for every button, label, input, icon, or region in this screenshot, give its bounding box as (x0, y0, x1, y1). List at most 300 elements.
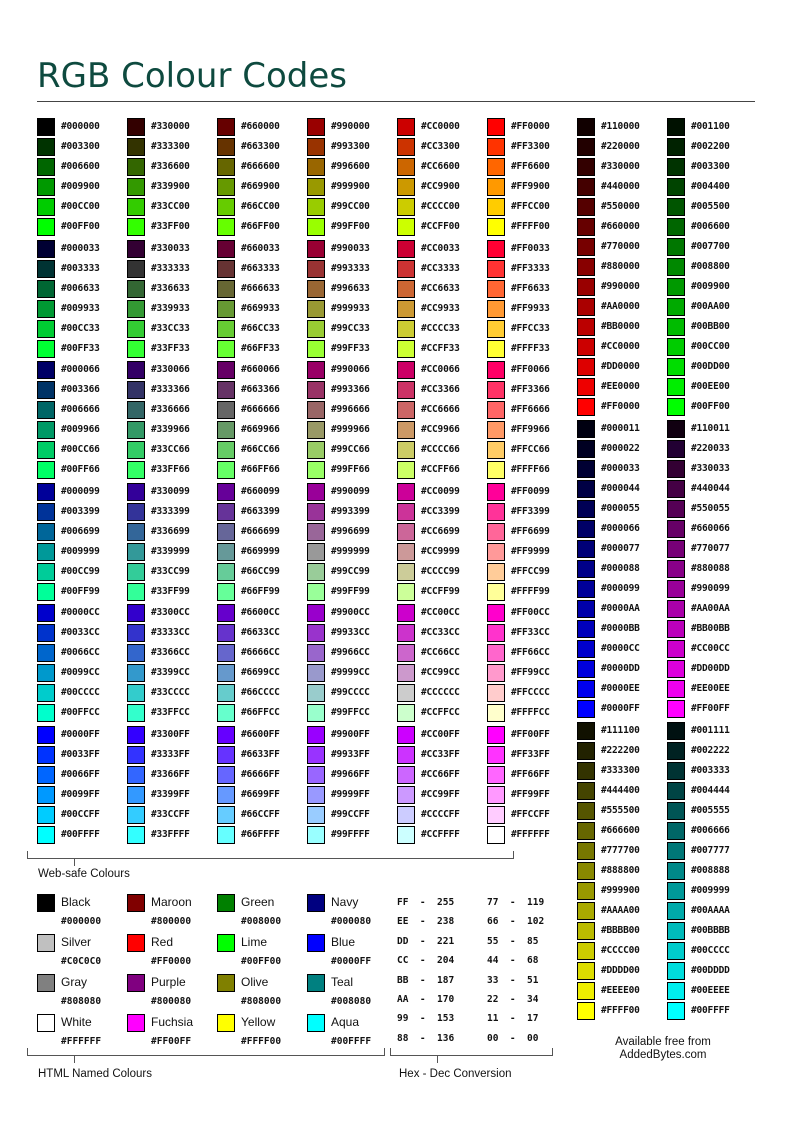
colour-code: #3300CC (151, 607, 190, 618)
colour-code: #006666 (691, 825, 730, 836)
colour-code: #CC0099 (421, 486, 460, 497)
colour-swatch (127, 644, 145, 662)
colour-swatch (667, 358, 685, 376)
colour-code: #FF0099 (511, 486, 550, 497)
colour-swatch (577, 640, 595, 658)
colour-swatch (667, 982, 685, 1000)
colour-code: #66CC66 (241, 444, 280, 455)
websafe-label: Web-safe Colours (38, 868, 130, 880)
colour-swatch (307, 704, 325, 722)
colour-code: #660066 (241, 364, 280, 375)
colour-code: #336699 (151, 526, 190, 537)
colour-swatch (127, 198, 145, 216)
colour-swatch (307, 766, 325, 784)
colour-code: #66FF66 (241, 464, 280, 475)
colour-swatch (37, 523, 55, 541)
colour-code: #CCCCCC (421, 687, 460, 698)
colour-swatch (397, 826, 415, 844)
colour-swatch (577, 660, 595, 678)
colour-swatch (127, 786, 145, 804)
colour-swatch (37, 118, 55, 136)
colour-swatch (307, 826, 325, 844)
colour-swatch (397, 218, 415, 236)
colour-code: #444400 (601, 785, 640, 796)
colour-code: #003300 (691, 161, 730, 172)
colour-code: #990099 (691, 583, 730, 594)
colour-code: #9999FF (331, 789, 370, 800)
colour-code: #550055 (691, 503, 730, 514)
colour-code: #333300 (601, 765, 640, 776)
colour-code: #007700 (691, 241, 730, 252)
colour-code: #993300 (331, 141, 370, 152)
colour-swatch (667, 742, 685, 760)
colour-code: #000033 (601, 463, 640, 474)
colour-code: #CC3399 (421, 506, 460, 517)
colour-code: #666666 (241, 404, 280, 415)
colour-code: #000044 (601, 483, 640, 494)
colour-code: #FF6699 (511, 526, 550, 537)
colour-code: #33CCCC (151, 687, 190, 698)
colour-swatch (217, 726, 235, 744)
colour-swatch (127, 624, 145, 642)
colour-code: #33FF33 (151, 343, 190, 354)
hexdec-bracket (390, 1048, 553, 1056)
colour-swatch (667, 762, 685, 780)
colour-code: #6699CC (241, 667, 280, 678)
colour-code: #663333 (241, 263, 280, 274)
colour-swatch (307, 340, 325, 358)
colour-code: #008080 (331, 996, 372, 1007)
colour-swatch (487, 563, 505, 581)
colour-swatch (37, 300, 55, 318)
colour-swatch (127, 503, 145, 521)
colour-code: #330000 (151, 121, 190, 132)
colour-swatch (487, 483, 505, 501)
colour-code: #330033 (691, 463, 730, 474)
colour-swatch (487, 340, 505, 358)
colour-code: #996666 (331, 404, 370, 415)
colour-code: #CCFF00 (421, 221, 460, 232)
colour-swatch (667, 440, 685, 458)
colour-code: #CC00CC (421, 607, 460, 618)
colour-code: #990033 (331, 243, 370, 254)
colour-swatch (217, 624, 235, 642)
colour-name: Red (151, 935, 174, 949)
hexdec-row: 11 - 17 (487, 1013, 539, 1025)
colour-swatch (397, 158, 415, 176)
colour-swatch (487, 543, 505, 561)
colour-code: #999933 (331, 303, 370, 314)
colour-swatch (127, 421, 145, 439)
colour-code: #00FFFF (691, 1005, 730, 1016)
colour-code: #336666 (151, 404, 190, 415)
colour-code: #990000 (601, 281, 640, 292)
colour-swatch (397, 523, 415, 541)
colour-swatch (127, 766, 145, 784)
colour-code: #000000 (61, 916, 102, 927)
colour-swatch (217, 503, 235, 521)
colour-code: #000011 (601, 423, 640, 434)
colour-code: #00FF33 (61, 343, 100, 354)
colour-swatch (397, 684, 415, 702)
colour-swatch (667, 238, 685, 256)
colour-swatch (307, 934, 325, 952)
hexdec-row: 22 - 34 (487, 994, 539, 1005)
hexdec-row: 66 - 102 (487, 916, 545, 928)
colour-swatch (37, 260, 55, 278)
colour-swatch (577, 600, 595, 618)
colour-code: #66FF99 (241, 586, 280, 597)
colour-code: #003333 (691, 765, 730, 776)
colour-swatch (397, 118, 415, 136)
credit-line-1: Available free from (615, 1036, 711, 1048)
colour-swatch (667, 338, 685, 356)
colour-code: #CC9900 (421, 181, 460, 192)
colour-swatch (217, 421, 235, 439)
colour-code: #111100 (601, 725, 640, 736)
colour-swatch (127, 1014, 145, 1032)
colour-swatch (127, 240, 145, 258)
colour-code: #000080 (331, 916, 372, 927)
colour-code: #001111 (691, 725, 730, 736)
colour-code: #999900 (601, 885, 640, 896)
colour-swatch (667, 680, 685, 698)
colour-code: #FFCC33 (511, 323, 550, 334)
colour-swatch (307, 280, 325, 298)
colour-swatch (397, 766, 415, 784)
colour-swatch (307, 401, 325, 419)
colour-swatch (127, 461, 145, 479)
colour-swatch (397, 260, 415, 278)
colour-swatch (37, 381, 55, 399)
colour-code: #000099 (601, 583, 640, 594)
colour-code: #222200 (601, 745, 640, 756)
colour-swatch (487, 523, 505, 541)
colour-swatch (667, 600, 685, 618)
colour-swatch (37, 441, 55, 459)
colour-code: #330099 (151, 486, 190, 497)
colour-swatch (307, 664, 325, 682)
colour-swatch (667, 722, 685, 740)
colour-code: #6666FF (241, 769, 280, 780)
colour-code: #00BBBB (691, 925, 730, 936)
colour-swatch (487, 461, 505, 479)
colour-swatch (127, 260, 145, 278)
colour-code: #3333FF (151, 749, 190, 760)
title-rule (37, 101, 755, 102)
colour-swatch (37, 218, 55, 236)
colour-swatch (217, 664, 235, 682)
colour-swatch (127, 684, 145, 702)
colour-swatch (307, 441, 325, 459)
colour-code: #666633 (241, 283, 280, 294)
colour-swatch (217, 806, 235, 824)
colour-code: #CC99FF (421, 789, 460, 800)
colour-swatch (577, 118, 595, 136)
colour-swatch (217, 543, 235, 561)
colour-code: #CC6666 (421, 404, 460, 415)
colour-swatch (37, 503, 55, 521)
colour-code: #6633CC (241, 627, 280, 638)
colour-swatch (37, 280, 55, 298)
colour-swatch (667, 922, 685, 940)
colour-swatch (307, 583, 325, 601)
colour-swatch (577, 742, 595, 760)
colour-swatch (487, 726, 505, 744)
colour-swatch (487, 381, 505, 399)
colour-code: #007777 (691, 845, 730, 856)
colour-swatch (667, 298, 685, 316)
colour-swatch (487, 644, 505, 662)
colour-swatch (217, 361, 235, 379)
colour-code: #669933 (241, 303, 280, 314)
colour-code: #339900 (151, 181, 190, 192)
colour-swatch (217, 280, 235, 298)
colour-swatch (667, 378, 685, 396)
colour-code: #99FFFF (331, 829, 370, 840)
colour-swatch (127, 483, 145, 501)
colour-swatch (217, 381, 235, 399)
colour-code: #BBBB00 (601, 925, 640, 936)
colour-code: #33CC00 (151, 201, 190, 212)
colour-swatch (37, 664, 55, 682)
colour-code: #330033 (151, 243, 190, 254)
colour-swatch (307, 158, 325, 176)
colour-swatch (307, 806, 325, 824)
colour-swatch (307, 503, 325, 521)
colour-code: #CC66CC (421, 647, 460, 658)
colour-swatch (397, 178, 415, 196)
colour-code: #00FFFF (61, 829, 100, 840)
colour-code: #0000BB (601, 623, 640, 634)
colour-code: #FFFFFF (61, 1036, 102, 1047)
colour-code: #003366 (61, 384, 100, 395)
colour-code: #006633 (61, 283, 100, 294)
colour-swatch (487, 178, 505, 196)
colour-code: #99FF99 (331, 586, 370, 597)
colour-swatch (577, 802, 595, 820)
colour-code: #336600 (151, 161, 190, 172)
colour-code: #009900 (691, 281, 730, 292)
colour-code: #001100 (691, 121, 730, 132)
colour-swatch (667, 862, 685, 880)
colour-code: #9966CC (331, 647, 370, 658)
colour-code: #006699 (61, 526, 100, 537)
colour-code: #FF00CC (511, 607, 550, 618)
colour-code: #00CC66 (61, 444, 100, 455)
colour-code: #FFFF00 (601, 1005, 640, 1016)
colour-code: #FF0000 (511, 121, 550, 132)
colour-code: #FF3366 (511, 384, 550, 395)
colour-code: #FFCC00 (511, 201, 550, 212)
colour-code: #000066 (601, 523, 640, 534)
colour-swatch (127, 381, 145, 399)
colour-swatch (217, 158, 235, 176)
colour-code: #33CC66 (151, 444, 190, 455)
colour-code: #FFFFFF (511, 829, 550, 840)
colour-code: #339933 (151, 303, 190, 314)
hexdec-row: 44 - 68 (487, 955, 539, 967)
colour-code: #008000 (241, 916, 282, 927)
colour-code: #008888 (691, 865, 730, 876)
colour-swatch (487, 441, 505, 459)
colour-swatch (577, 278, 595, 296)
colour-swatch (37, 894, 55, 912)
colour-swatch (577, 298, 595, 316)
colour-code: #CCFFFF (421, 829, 460, 840)
colour-swatch (577, 440, 595, 458)
hexdec-label: Hex - Dec Conversion (399, 1068, 512, 1080)
colour-code: #006600 (691, 221, 730, 232)
colour-code: #110000 (601, 121, 640, 132)
hexdec-row: 00 - 00 (487, 1032, 539, 1044)
colour-code: #000000 (61, 121, 100, 132)
hexdec-row: DD - 221 (397, 935, 455, 947)
colour-code: #C0C0C0 (61, 956, 102, 967)
colour-code: #0000FF (61, 729, 100, 740)
colour-swatch (37, 178, 55, 196)
colour-code: #6666CC (241, 647, 280, 658)
colour-swatch (577, 560, 595, 578)
colour-swatch (397, 624, 415, 642)
colour-code: #FFCCCC (511, 687, 550, 698)
colour-swatch (667, 178, 685, 196)
colour-swatch (37, 786, 55, 804)
named-label: HTML Named Colours (38, 1068, 152, 1080)
colour-swatch (307, 118, 325, 136)
colour-swatch (217, 483, 235, 501)
websafe-bracket-stem (74, 859, 75, 866)
colour-swatch (397, 664, 415, 682)
colour-swatch (127, 934, 145, 952)
colour-code: #660066 (691, 523, 730, 534)
colour-code: #777700 (601, 845, 640, 856)
colour-code: #CC00CC (691, 643, 730, 654)
colour-swatch (487, 300, 505, 318)
colour-code: #FF99CC (511, 667, 550, 678)
colour-swatch (127, 280, 145, 298)
colour-code: #99FF33 (331, 343, 370, 354)
colour-swatch (127, 604, 145, 622)
colour-code: #CC66FF (421, 769, 460, 780)
colour-swatch (667, 882, 685, 900)
colour-code: #FFFFCC (511, 707, 550, 718)
colour-swatch (667, 460, 685, 478)
colour-code: #00DD00 (691, 361, 730, 372)
colour-code: #CC9966 (421, 424, 460, 435)
colour-code: #669966 (241, 424, 280, 435)
colour-code: #440044 (691, 483, 730, 494)
colour-code: #990099 (331, 486, 370, 497)
colour-swatch (667, 620, 685, 638)
colour-code: #EE00EE (691, 683, 730, 694)
colour-code: #0000CC (61, 607, 100, 618)
colour-code: #333333 (151, 263, 190, 274)
colour-swatch (217, 441, 235, 459)
colour-code: #0099CC (61, 667, 100, 678)
colour-code: #669999 (241, 546, 280, 557)
colour-swatch (397, 746, 415, 764)
colour-code: #FFFF99 (511, 586, 550, 597)
colour-code: #000055 (601, 503, 640, 514)
colour-code: #000099 (61, 486, 100, 497)
colour-swatch (577, 982, 595, 1000)
colour-code: #0066FF (61, 769, 100, 780)
colour-swatch (217, 894, 235, 912)
colour-code: #CCCCFF (421, 809, 460, 820)
colour-code: #004444 (691, 785, 730, 796)
colour-code: #003300 (61, 141, 100, 152)
colour-code: #33CC33 (151, 323, 190, 334)
colour-name: Blue (331, 935, 356, 949)
colour-swatch (217, 240, 235, 258)
colour-code: #33CC99 (151, 566, 190, 577)
colour-code: #FF6600 (511, 161, 550, 172)
colour-code: #DD0000 (601, 361, 640, 372)
colour-swatch (577, 842, 595, 860)
colour-swatch (307, 644, 325, 662)
colour-swatch (487, 280, 505, 298)
colour-code: #005500 (691, 201, 730, 212)
colour-swatch (487, 583, 505, 601)
colour-swatch (577, 620, 595, 638)
colour-code: #00CCCC (691, 945, 730, 956)
colour-swatch (37, 934, 55, 952)
named-bracket-stem (74, 1056, 75, 1063)
colour-swatch (307, 974, 325, 992)
colour-swatch (577, 762, 595, 780)
colour-code: #993399 (331, 506, 370, 517)
hexdec-row: 99 - 153 (397, 1013, 455, 1025)
colour-swatch (217, 218, 235, 236)
colour-code: #66CC33 (241, 323, 280, 334)
colour-code: #9933CC (331, 627, 370, 638)
colour-code: #000066 (61, 364, 100, 375)
colour-swatch (307, 381, 325, 399)
colour-swatch (397, 421, 415, 439)
colour-code: #33FFCC (151, 707, 190, 718)
colour-name: Aqua (331, 1015, 360, 1029)
colour-code: #CC3366 (421, 384, 460, 395)
colour-swatch (37, 624, 55, 642)
colour-code: #AA0000 (601, 301, 640, 312)
colour-code: #FF0000 (601, 401, 640, 412)
colour-swatch (397, 806, 415, 824)
page-title: RGB Colour Codes (37, 56, 347, 96)
colour-code: #FF6633 (511, 283, 550, 294)
colour-swatch (307, 726, 325, 744)
colour-code: #99CC99 (331, 566, 370, 577)
colour-swatch (127, 401, 145, 419)
hexdec-row: 55 - 85 (487, 935, 539, 947)
colour-code: #33CCFF (151, 809, 190, 820)
colour-swatch (37, 604, 55, 622)
colour-swatch (667, 500, 685, 518)
colour-swatch (577, 138, 595, 156)
colour-swatch (487, 684, 505, 702)
colour-swatch (577, 962, 595, 980)
colour-name: Navy (331, 895, 359, 909)
colour-swatch (577, 500, 595, 518)
colour-code: #993366 (331, 384, 370, 395)
colour-code: #336633 (151, 283, 190, 294)
colour-code: #0033CC (61, 627, 100, 638)
colour-code: #0099FF (61, 789, 100, 800)
colour-swatch (217, 461, 235, 479)
colour-code: #3366CC (151, 647, 190, 658)
colour-swatch (577, 338, 595, 356)
colour-name: Yellow (241, 1015, 276, 1029)
